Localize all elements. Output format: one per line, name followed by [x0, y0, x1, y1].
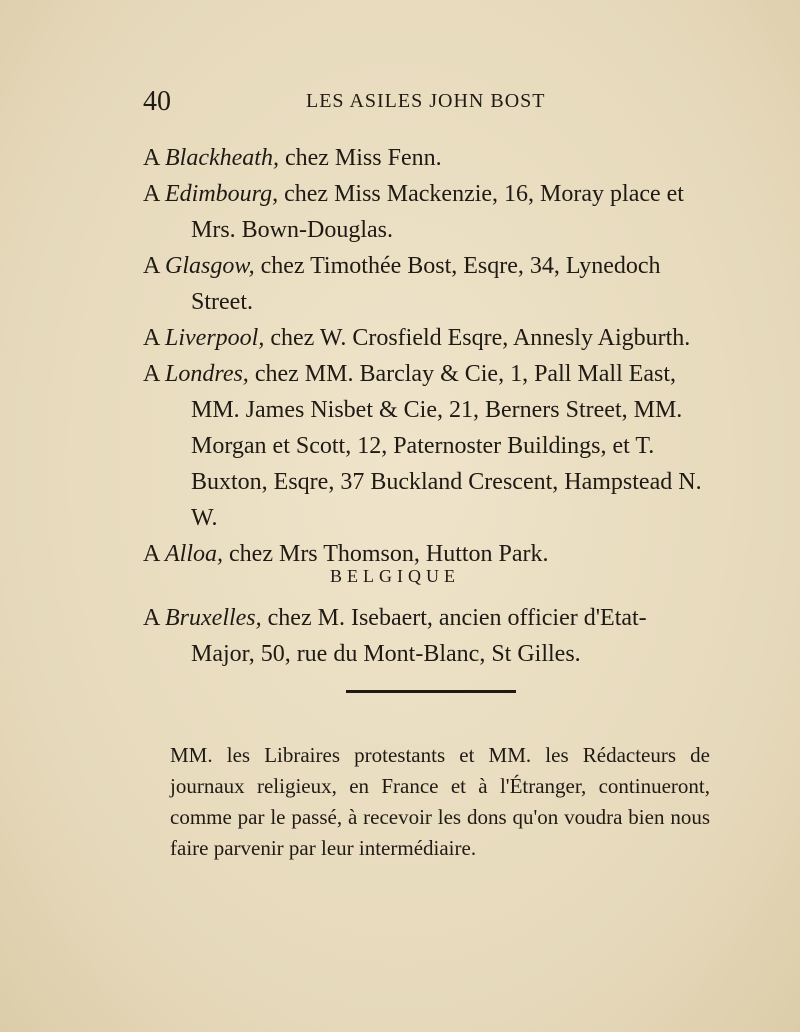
entry-prefix: A: [143, 605, 166, 631]
address-list-uk: [143, 140, 703, 572]
entry-prefix: A: [143, 181, 166, 207]
address-entry-bruxelles: [143, 600, 703, 672]
address-entry-blackheath: [143, 140, 703, 176]
entry-text: chez Timothée Bost, Esqre, 34, Lynedoch Street.: [191, 253, 661, 315]
entry-city: Londres,: [165, 361, 249, 387]
footnote-paragraph: MM. les Libraires protestants et MM. les Rédacteurs de journaux religieux, en France et à l'Étranger, continueront, comme par le passé, à recevoir les dons qu'on voudra bien nous faire parvenir par leur intermédiaire.: [170, 743, 710, 860]
address-entry-glasgow: [143, 248, 703, 320]
address-entry-edimbourg: [143, 176, 703, 248]
address-list-belgique: [143, 600, 703, 672]
entry-prefix: A: [143, 541, 166, 567]
running-title: LES ASILES JOHN BOST: [306, 90, 546, 112]
entry-city: Edimbourg,: [165, 181, 279, 207]
entry-city: Glasgow,: [165, 253, 255, 279]
page-header: [143, 82, 683, 116]
entry-city: Alloa,: [165, 541, 224, 567]
section-heading-belgique: BELGIQUE: [330, 566, 460, 586]
entry-prefix: A: [143, 361, 166, 387]
entry-city: Bruxelles,: [165, 605, 262, 631]
entry-text: chez W. Crosfield Esqre, Annesly Aigburth.: [264, 325, 691, 351]
entry-text: chez M. Isebaert, ancien officier d'Etat-Major, 50, rue du Mont-Blanc, St Gilles.: [191, 605, 647, 667]
divider-rule: [346, 690, 516, 693]
entry-text: chez Miss Mackenzie, 16, Moray place et Mrs. Bown-Douglas.: [191, 181, 684, 243]
address-entry-liverpool: [143, 320, 703, 356]
entry-city: Blackheath,: [165, 145, 279, 171]
entry-prefix: A: [143, 145, 166, 171]
entry-prefix: A: [143, 325, 166, 351]
page-number: 40: [143, 86, 171, 117]
entry-text: chez Miss Fenn.: [278, 145, 442, 171]
address-entry-londres: [143, 356, 703, 536]
entry-prefix: A: [143, 253, 166, 279]
entry-city: Liverpool,: [165, 325, 265, 351]
entry-text: chez Mrs Thomson, Hutton Park.: [223, 541, 549, 567]
entry-text: chez MM. Barclay & Cie, 1, Pall Mall East, MM. James Nisbet & Cie, 21, Berners Street, MM. Morgan et Scott, 12, Paternoster Buildings, et T. Buxton, Esqre, 37 Buckland Crescent, Hampstead N. W.: [191, 361, 702, 531]
